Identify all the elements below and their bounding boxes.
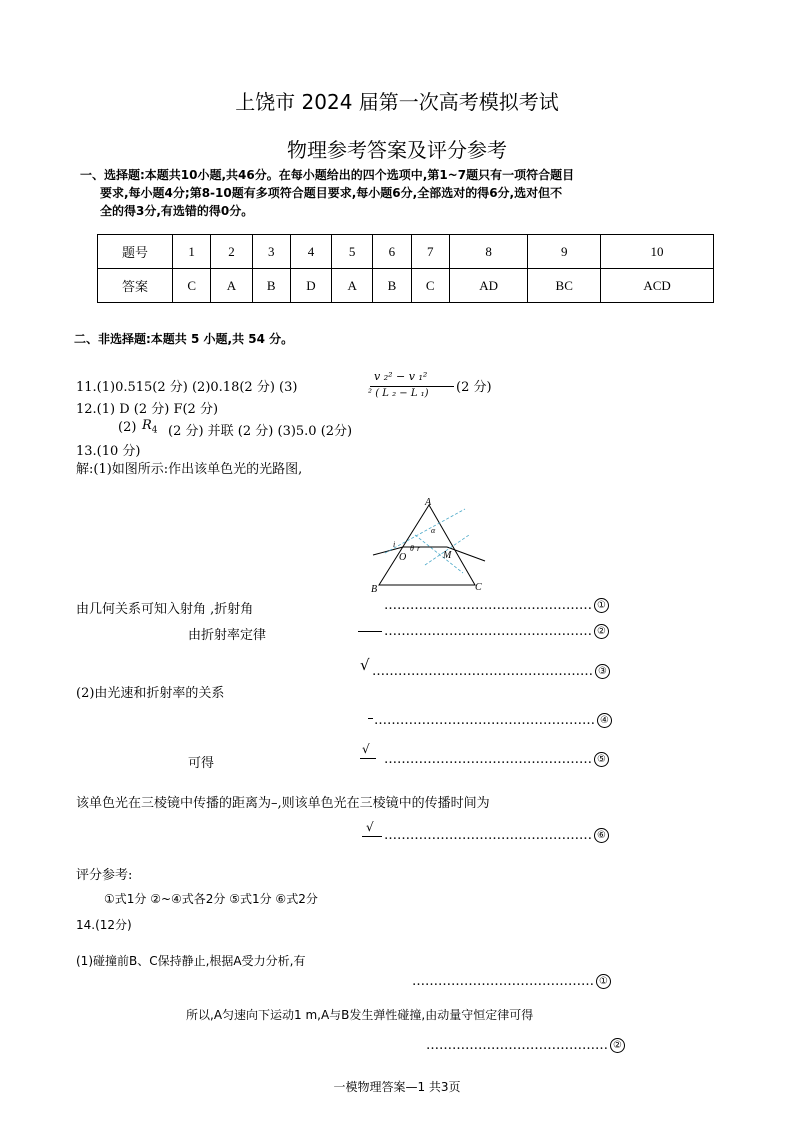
q13-eq5-fraction [360, 758, 376, 759]
q11-text: 11.(1)0.515(2 分) (2)0.18(2 分) (3) [76, 380, 298, 395]
table-cell: C [173, 269, 211, 303]
section2-heading: 二、非选择题:本题共 5 小题,共 54 分。 [74, 332, 294, 346]
page-footer: 一模物理答案—1 共3页 [333, 1080, 461, 1094]
q13-score-line: ①式1分 ②~④式各2分 ⑤式1分 ⑥式2分 [104, 892, 318, 906]
q11-numerator: v ₂² − v ₁² [374, 370, 428, 383]
label-r: r [417, 544, 421, 553]
table-cell: B [252, 269, 290, 303]
q13-line2: 由折射率定律 [188, 628, 267, 643]
q13-sqrt-1: √ [360, 656, 370, 674]
table-row-answers [98, 269, 714, 303]
q13-eq3: …………………………………………… ③ [372, 664, 610, 679]
table-cell: A [211, 269, 252, 303]
q13-intro: 解:(1)如图所示:作出该单色光的光路图, [76, 462, 303, 477]
row-label-number: 题号 [98, 235, 173, 269]
q12-resistor-symbol: $R_4$ [142, 418, 158, 436]
q14-eq1: …………………………………… ① [412, 974, 611, 989]
table-cell: A [332, 269, 373, 303]
q13-sqrt-3: √ [366, 820, 374, 834]
q13-line4: (2)由光速和折射率的关系 [76, 686, 225, 701]
table-cell: 2 [211, 235, 252, 269]
q12-line2-a: (2) [118, 420, 137, 435]
section1-line3: 全的得3分,有选错的得0分。 [100, 204, 254, 218]
table-cell: 6 [373, 235, 411, 269]
table-cell: 5 [332, 235, 373, 269]
page-subtitle: 物理参考答案及评分参考 [287, 138, 507, 162]
q11-fraction-bar [370, 386, 454, 387]
q13-head: 13.(10 分) [76, 444, 141, 459]
table-cell: ACD [601, 269, 714, 303]
q11-denominator: ² ( L ₂ − L ₁) [368, 388, 429, 399]
q13-eq2-fraction [358, 631, 382, 632]
q14-line1: (1)碰撞前B、C保持静止,根据A受力分析,有 [76, 954, 306, 968]
q13-line7: 该单色光在三棱镜中传播的距离为–,则该单色光在三棱镜中的传播时间为 [76, 796, 490, 811]
label-M: M [443, 550, 452, 561]
table-cell: 3 [252, 235, 290, 269]
label-theta: θ [410, 544, 414, 553]
table-cell: 9 [528, 235, 601, 269]
section1-line1: 一、选择题:本题共10小题,共46分。在每小题给出的四个选项中,第1~7题只有一项符合题目 [80, 168, 575, 182]
table-cell: 8 [449, 235, 527, 269]
table-cell: 7 [411, 235, 449, 269]
table-cell: C [411, 269, 449, 303]
prism-diagram [365, 495, 495, 595]
table-cell: BC [528, 269, 601, 303]
q13-eq4: …………………………………………… ④ [374, 713, 612, 728]
page-title: 上饶市 2024 届第一次高考模拟考试 [235, 90, 559, 114]
answer-table [97, 234, 714, 303]
q13-line1: 由几何关系可知入射角 ,折射角 [76, 602, 254, 617]
q13-sqrt-2: √ [362, 742, 370, 756]
label-B: B [371, 584, 378, 595]
table-cell: 1 [173, 235, 211, 269]
q13-eq2: ………………………………………… ② [384, 624, 609, 639]
q13-eq6: ………………………………………… ⑥ [384, 828, 609, 843]
q13-eq4-fraction [368, 718, 373, 719]
label-A: A [425, 497, 432, 508]
table-cell: B [373, 269, 411, 303]
table-cell: 10 [601, 235, 714, 269]
emergent-ray [447, 547, 485, 561]
label-i: i [393, 540, 396, 549]
label-O: O [399, 552, 407, 563]
table-cell: 4 [290, 235, 331, 269]
row-label-answer: 答案 [98, 269, 173, 303]
q13-eq1: ………………………………………… ① [384, 598, 609, 613]
table-cell: AD [449, 269, 527, 303]
q14-line2: 所以,A匀速向下运动1 m,A与B发生弹性碰撞,由动量守恒定律可得 [186, 1008, 534, 1022]
q13-eq6-fraction [362, 836, 382, 837]
label-alpha: α [431, 526, 436, 535]
table-cell: D [290, 269, 331, 303]
table-row-numbers [98, 235, 714, 269]
q12-line2-b: (2 分) 并联 (2 分) (3)5.0 (2分) [168, 424, 353, 439]
q12-line1: 12.(1) D (2 分) F(2 分) [76, 402, 219, 417]
label-C: C [475, 582, 482, 593]
q14-head: 14.(12分) [76, 918, 132, 932]
section1-line2: 要求,每小题4分;第8-10题有多项符合题目要求,每小题6分,全部选对的得6分,选对但不 [100, 186, 563, 200]
q13-eq5: ………………………………………… ⑤ [384, 752, 609, 767]
q13-score-title: 评分参考: [76, 868, 133, 883]
q13-line6: 可得 [188, 756, 215, 771]
q11-score: (2 分) [456, 380, 492, 395]
normal-line-2 [415, 535, 463, 573]
q14-eq2: …………………………………… ② [426, 1038, 625, 1053]
